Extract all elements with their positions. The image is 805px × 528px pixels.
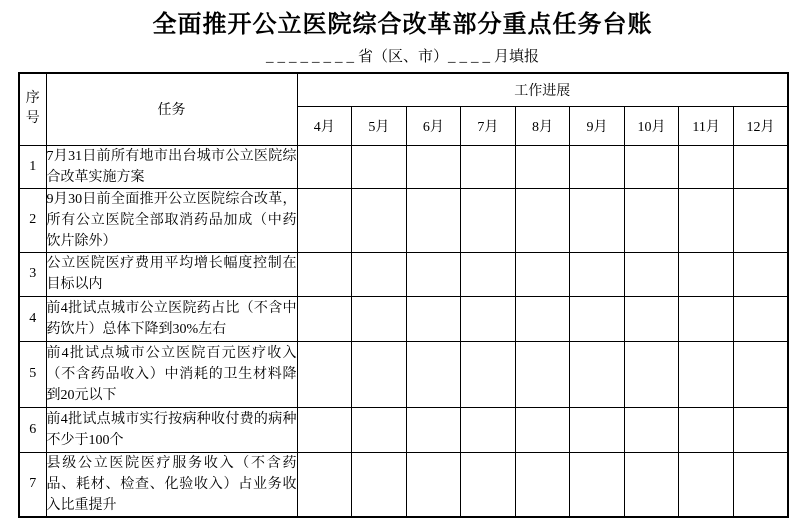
progress-cell[interactable] [352,296,407,341]
progress-cell[interactable] [679,452,734,517]
progress-cell[interactable] [570,452,625,517]
task-text: 前4批试点城市公立医院药占比（不含中药饮片）总体下降到30%左右 [46,296,297,341]
progress-cell[interactable] [406,145,461,188]
month-header: 12月 [733,106,788,145]
page-title: 全面推开公立医院综合改革部分重点任务台账 [152,12,653,38]
progress-cell[interactable] [406,407,461,452]
progress-cell[interactable] [352,407,407,452]
progress-cell[interactable] [624,145,679,188]
progress-cell[interactable] [406,341,461,407]
progress-cell[interactable] [461,452,516,517]
progress-cell[interactable] [297,252,352,296]
progress-cell[interactable] [297,145,352,188]
row-number: 7 [19,452,46,517]
table-row [19,145,788,188]
progress-cell[interactable] [570,341,625,407]
progress-group-header: 工作进展 [297,73,788,106]
province-blank-field[interactable]: ________ [265,49,358,65]
task-text: 公立医院医疗费用平均增长幅度控制在目标以内 [46,252,297,296]
progress-cell[interactable] [624,341,679,407]
progress-cell[interactable] [624,252,679,296]
month-blank-field[interactable]: ____ [448,49,494,65]
progress-cell[interactable] [515,341,570,407]
progress-cell[interactable] [624,188,679,252]
row-number: 5 [19,341,46,407]
progress-cell[interactable] [352,452,407,517]
progress-cell[interactable] [406,452,461,517]
row-number: 2 [19,188,46,252]
row-number: 6 [19,407,46,452]
progress-cell[interactable] [570,188,625,252]
progress-cell[interactable] [733,341,788,407]
progress-cell[interactable] [297,407,352,452]
table-header [19,73,788,145]
progress-cell[interactable] [570,407,625,452]
progress-cell[interactable] [679,188,734,252]
progress-cell[interactable] [461,188,516,252]
province-label: 省（区、市） [357,49,448,65]
index-column-header: 序号 [19,73,46,145]
progress-cell[interactable] [570,145,625,188]
row-number: 3 [19,252,46,296]
progress-cell[interactable] [733,145,788,188]
row-number: 4 [19,296,46,341]
progress-cell[interactable] [733,407,788,452]
progress-cell[interactable] [297,296,352,341]
table-row [19,407,788,452]
progress-cell[interactable] [352,188,407,252]
progress-cell[interactable] [515,188,570,252]
month-header: 8月 [515,106,570,145]
progress-cell[interactable] [406,296,461,341]
progress-cell[interactable] [570,296,625,341]
progress-cell[interactable] [461,407,516,452]
progress-cell[interactable] [515,407,570,452]
task-text: 前4批试点城市公立医院百元医疗收入（不含药品收入）中消耗的卫生材料降到20元以下 [46,341,297,407]
month-header: 9月 [570,106,625,145]
task-column-header: 任务 [46,73,297,145]
progress-cell[interactable] [461,145,516,188]
table-row [19,452,788,517]
task-text: 9月30日前全面推开公立医院综合改革，所有公立医院全部取消药品加成（中药饮片除外） [46,188,297,252]
progress-cell[interactable] [733,452,788,517]
progress-cell[interactable] [352,341,407,407]
progress-cell[interactable] [515,252,570,296]
progress-cell[interactable] [297,341,352,407]
progress-cell[interactable] [570,252,625,296]
progress-cell[interactable] [352,145,407,188]
progress-cell[interactable] [679,341,734,407]
task-text: 前4批试点城市实行按病种收付费的病种不少于100个 [46,407,297,452]
subtitle-line [0,47,805,67]
table-row [19,341,788,407]
month-header: 10月 [624,106,679,145]
progress-cell[interactable] [515,296,570,341]
progress-cell[interactable] [733,252,788,296]
progress-cell[interactable] [461,296,516,341]
task-text: 7月31日前所有地市出台城市公立医院综合改革实施方案 [46,145,297,188]
month-header: 11月 [679,106,734,145]
progress-cell[interactable] [515,452,570,517]
progress-cell[interactable] [515,145,570,188]
progress-cell[interactable] [733,188,788,252]
progress-cell[interactable] [679,145,734,188]
progress-cell[interactable] [297,188,352,252]
progress-cell[interactable] [406,252,461,296]
progress-cell[interactable] [624,407,679,452]
task-table-body [19,145,788,517]
progress-cell[interactable] [679,407,734,452]
month-header: 4月 [297,106,352,145]
progress-cell[interactable] [733,296,788,341]
task-ledger-table [18,72,789,518]
progress-cell[interactable] [297,452,352,517]
progress-cell[interactable] [352,252,407,296]
month-label: 月填报 [494,49,540,65]
progress-cell[interactable] [461,252,516,296]
task-text: 县级公立医院医疗服务收入（不含药品、耗材、检查、化验收入）占业务收入比重提升 [46,452,297,517]
row-number: 1 [19,145,46,188]
table-row [19,188,788,252]
progress-cell[interactable] [679,252,734,296]
progress-cell[interactable] [624,452,679,517]
month-header: 7月 [461,106,516,145]
progress-cell[interactable] [461,341,516,407]
progress-cell[interactable] [679,296,734,341]
progress-cell[interactable] [406,188,461,252]
month-header: 5月 [352,106,407,145]
progress-cell[interactable] [624,296,679,341]
month-header: 6月 [406,106,461,145]
header-row-top [19,73,788,106]
table-row [19,296,788,341]
table-row [19,252,788,296]
